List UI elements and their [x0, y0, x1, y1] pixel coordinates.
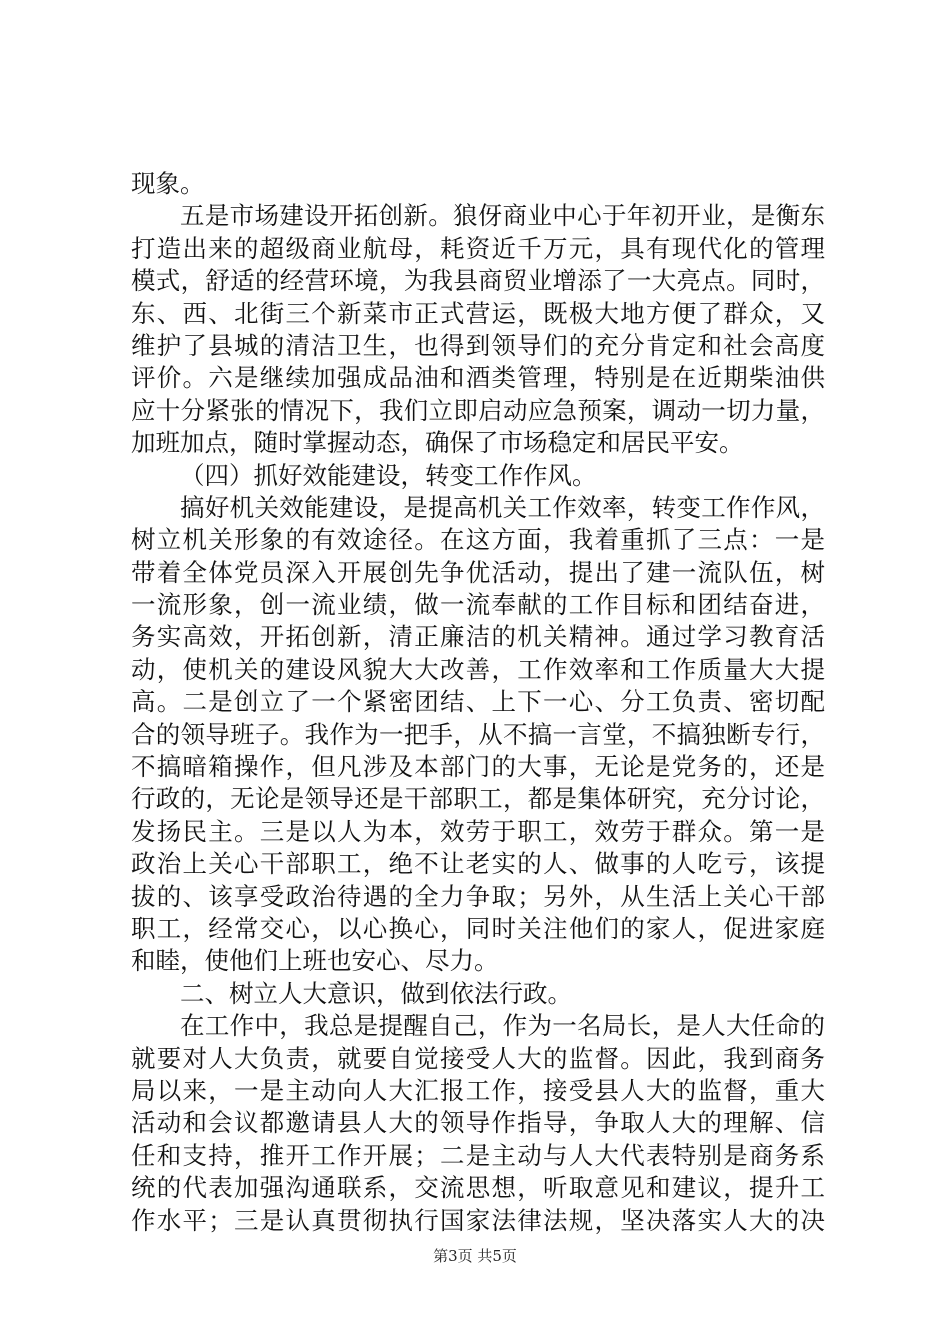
- text-line: 任和支持，推开工作开展；二是主动与人大代表特别是商务系: [131, 1140, 825, 1170]
- text-line: 政治上关心干部职工，绝不让老实的人、做事的人吃亏，该提: [131, 849, 825, 879]
- text-line: 加班加点，随时掌握动态，确保了市场稳定和居民平安。: [131, 428, 744, 458]
- text-line: 作水平；三是认真贯彻执行国家法律法规，坚决落实人大的决: [131, 1205, 825, 1235]
- text-line: 行政的，无论是领导还是干部职工，都是集体研究，充分讨论，: [131, 784, 825, 814]
- text-line: 拔的、该享受政治待遇的全力争取；另外，从生活上关心干部: [131, 881, 825, 911]
- text-line: 带着全体党员深入开展创先争优活动，提出了建一流队伍，树: [131, 557, 825, 587]
- text-line: 模式，舒适的经营环境，为我县商贸业增添了一大亮点。同时，: [131, 266, 825, 296]
- text-line: 一流形象，创一流业绩，做一流奉献的工作目标和团结奋进，: [131, 590, 825, 620]
- text-line: 局以来，一是主动向人大汇报工作，接受县人大的监督，重大: [131, 1075, 825, 1105]
- text-line: 东、西、北街三个新菜市正式营运，既极大地方便了群众，又: [131, 298, 825, 328]
- text-line: 应十分紧张的情况下，我们立即启动应急预案，调动一切力量，: [131, 395, 825, 425]
- text-line: 维护了县城的清洁卫生，也得到领导们的充分肯定和社会高度: [131, 330, 825, 360]
- text-line: 打造出来的超级商业航母，耗资近千万元，具有现代化的管理: [131, 233, 825, 263]
- text-line: 职工，经常交心，以心换心，同时关注他们的家人，促进家庭: [131, 913, 825, 943]
- text-line: 统的代表加强沟通联系，交流思想，听取意见和建议，提升工: [131, 1173, 825, 1203]
- section-heading: 二、树立人大意识，做到依法行政。: [180, 978, 572, 1008]
- text-line: 在工作中，我总是提醒自己，作为一名局长，是人大任命的: [180, 1011, 825, 1041]
- text-line: 动，使机关的建设风貌大大改善，工作效率和工作质量大大提: [131, 654, 825, 684]
- document-body: [131, 168, 825, 1237]
- text-line: 搞好机关效能建设，是提高机关工作效率，转变工作作风，: [180, 492, 825, 522]
- section-heading: （四）抓好效能建设，转变工作作风。: [180, 460, 597, 490]
- text-line: 合的领导班子。我作为一把手，从不搞一言堂，不搞独断专行，: [131, 719, 825, 749]
- text-line: 高。二是创立了一个紧密团结、上下一心、分工负责、密切配: [131, 687, 825, 717]
- page-number-footer: 第3页 共5页: [433, 1247, 517, 1265]
- text-line: 发扬民主。三是以人为本，效劳于职工，效劳于群众。第一是: [131, 816, 825, 846]
- text-line: 不搞暗箱操作，但凡涉及本部门的大事，无论是党务的，还是: [131, 752, 825, 782]
- text-line: 树立机关形象的有效途径。在这方面，我着重抓了三点：一是: [131, 525, 825, 555]
- text-line: 现象。: [131, 169, 205, 198]
- text-line: 活动和会议都邀请县人大的领导作指导，争取人大的理解、信: [131, 1108, 825, 1138]
- text-line: 务实高效，开拓创新，清正廉洁的机关精神。通过学习教育活: [131, 622, 825, 652]
- text-line: 就要对人大负责，就要自觉接受人大的监督。因此，我到商务: [131, 1043, 825, 1073]
- text-line: 评价。六是继续加强成品油和酒类管理，特别是在近期柴油供: [131, 363, 825, 393]
- text-line: 和睦，使他们上班也安心、尽力。: [131, 946, 499, 976]
- text-line: 五是市场建设开拓创新。狼伢商业中心于年初开业，是衡东: [180, 201, 825, 231]
